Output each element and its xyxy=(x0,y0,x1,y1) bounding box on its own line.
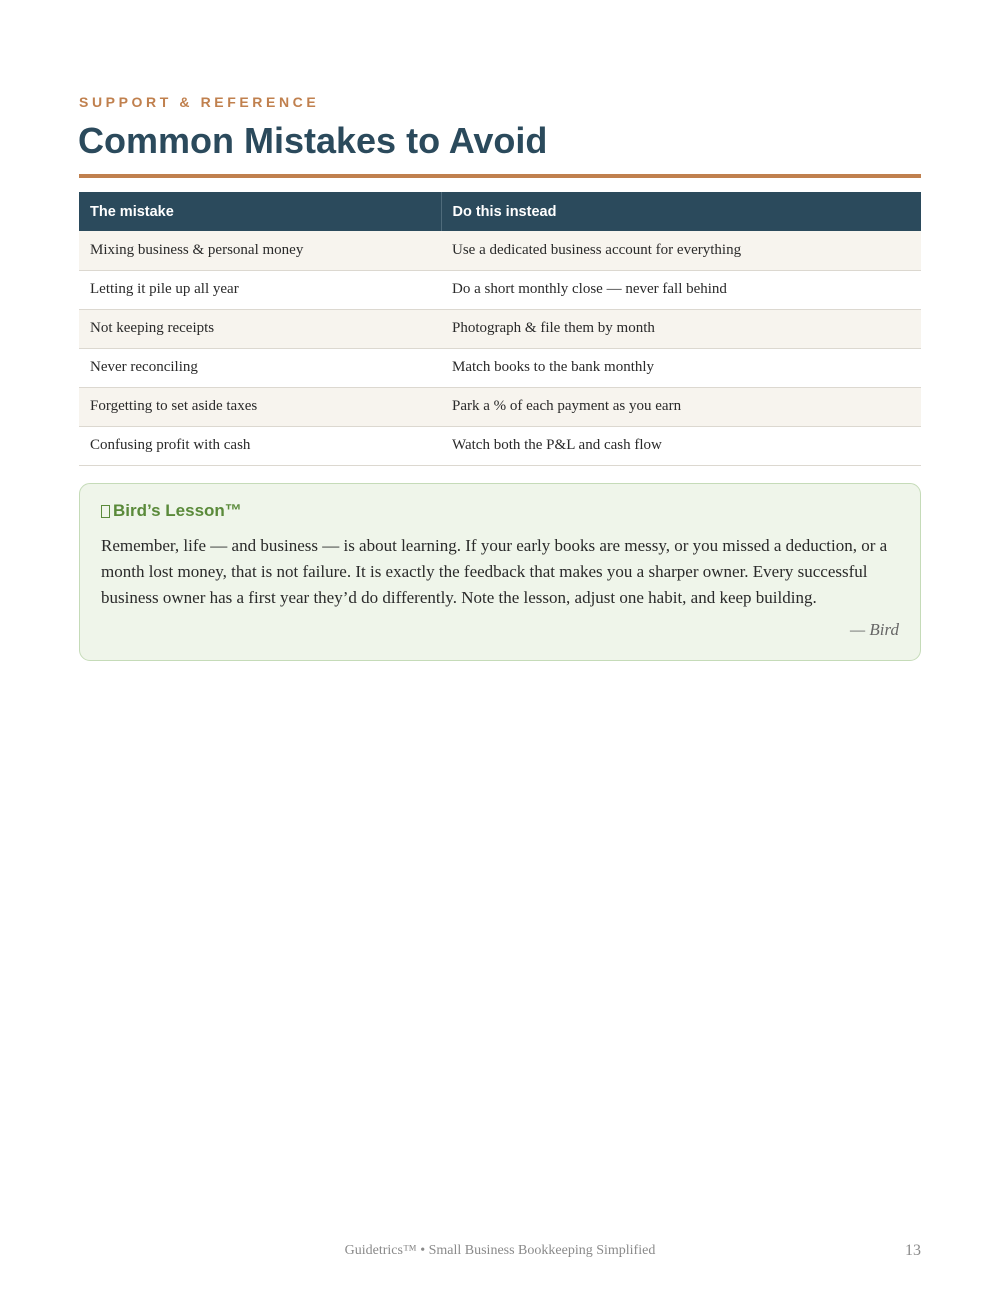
instead-cell: Use a dedicated business account for everything xyxy=(441,231,921,270)
mistake-cell: Never reconciling xyxy=(79,348,441,387)
lesson-heading xyxy=(101,501,242,521)
mistake-cell: Mixing business & personal money xyxy=(79,231,441,270)
table-row xyxy=(79,426,921,465)
lesson-title: Bird’s Lesson™ xyxy=(113,501,242,520)
table-row xyxy=(79,387,921,426)
table-row xyxy=(79,309,921,348)
column-header-instead: Do this instead xyxy=(441,192,921,231)
lesson-body: Remember, life — and business — is about learning. If your early books are messy, or you missed a deduction, or a month lost money, that is not failure. It is exactly the feedback that makes you a sharper owner. Every successful business owner has a first year they’d do differently. Note the lesson, adjust one habit, and keep building. xyxy=(101,536,888,607)
birds-lesson-callout xyxy=(79,483,921,661)
table-row xyxy=(79,348,921,387)
mistake-cell: Confusing profit with cash xyxy=(79,426,441,465)
section-eyebrow: SUPPORT & REFERENCE xyxy=(79,94,320,110)
instead-cell: Watch both the P&L and cash flow xyxy=(441,426,921,465)
table-row xyxy=(79,270,921,309)
mistakes-table xyxy=(79,192,921,466)
table-row xyxy=(79,231,921,270)
mistake-cell: Letting it pile up all year xyxy=(79,270,441,309)
instead-cell: Photograph & file them by month xyxy=(441,309,921,348)
title-divider xyxy=(79,174,921,178)
instead-cell: Do a short monthly close — never fall behind xyxy=(441,270,921,309)
column-header-mistake: The mistake xyxy=(79,192,441,231)
table-header-row xyxy=(79,192,921,231)
bird-icon xyxy=(101,505,110,518)
page-footer: Guidetrics™ • Small Business Bookkeeping Simplified xyxy=(344,1243,656,1258)
mistake-cell: Not keeping receipts xyxy=(79,309,441,348)
mistake-cell: Forgetting to set aside taxes xyxy=(79,387,441,426)
lesson-signature: — Bird xyxy=(850,620,899,639)
instead-cell: Match books to the bank monthly xyxy=(441,348,921,387)
instead-cell: Park a % of each payment as you earn xyxy=(441,387,921,426)
page-title: Common Mistakes to Avoid xyxy=(78,120,548,161)
page-number: 13 xyxy=(905,1242,921,1259)
